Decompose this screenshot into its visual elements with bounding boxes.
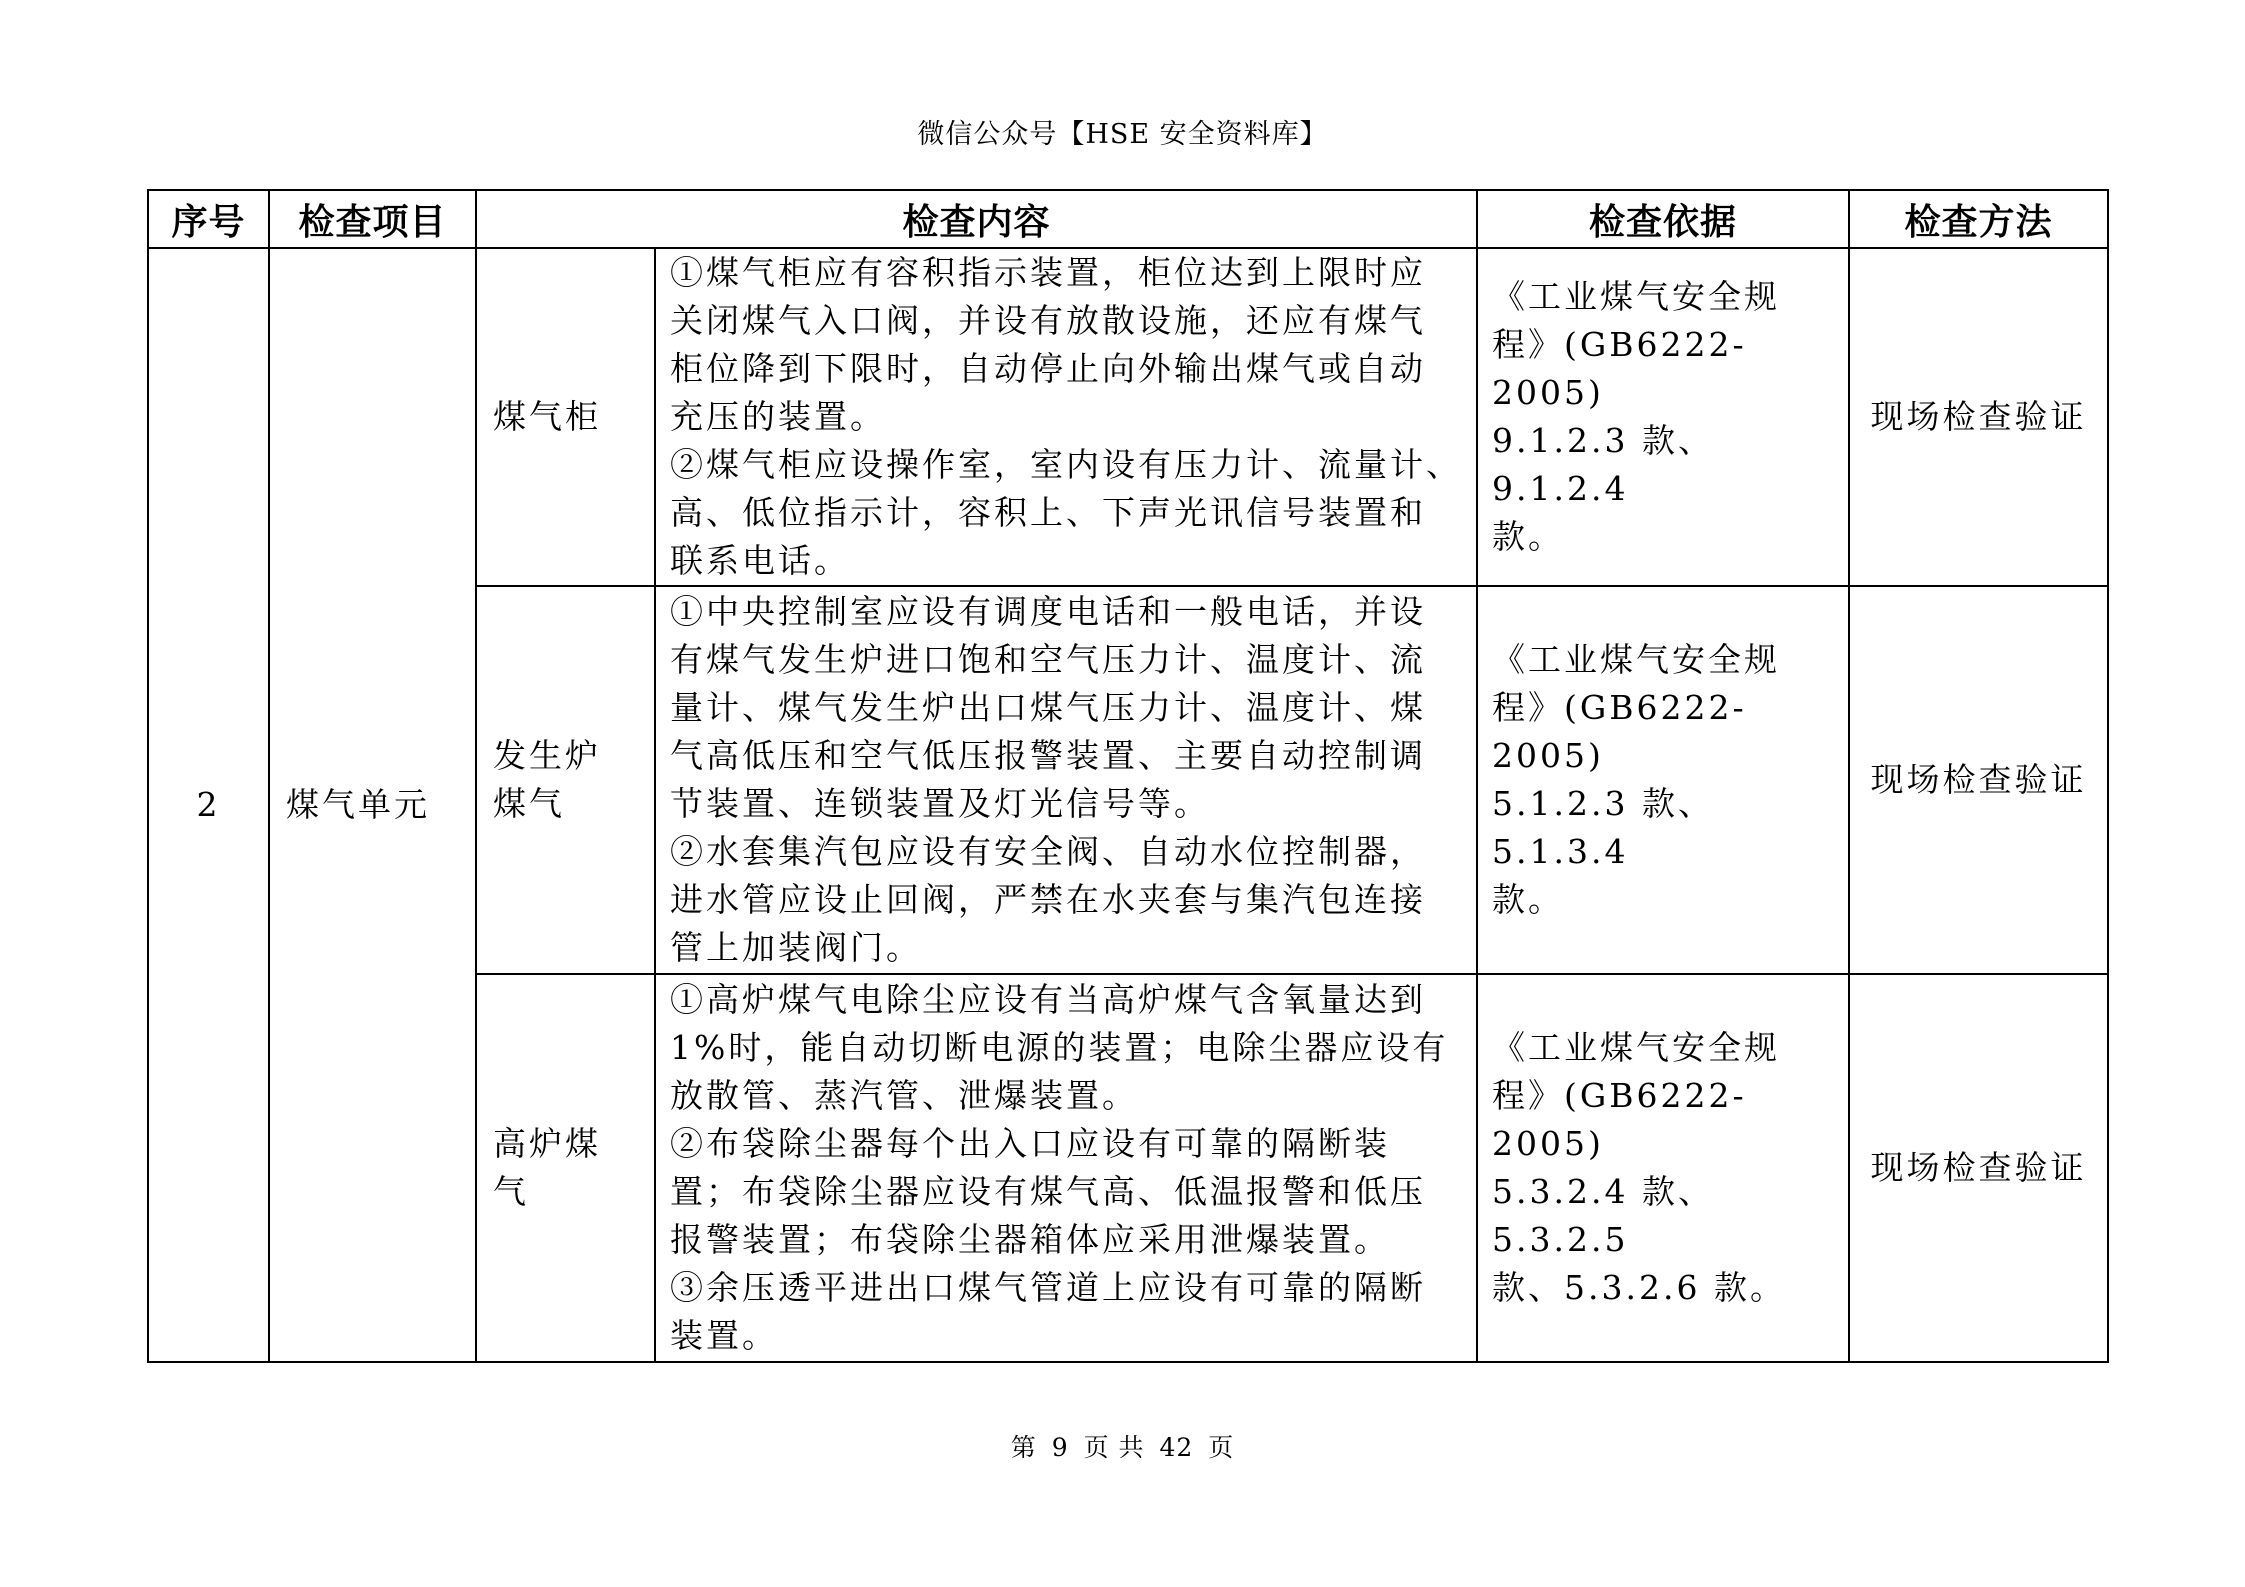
footer-suffix: 页 bbox=[1208, 1433, 1235, 1462]
content-line: 装置。 bbox=[670, 1316, 778, 1355]
check-basis bbox=[1477, 974, 1849, 1362]
table-row bbox=[148, 248, 2108, 586]
header-content: 检查内容 bbox=[476, 190, 1477, 248]
basis-line: 5.3.2.4 款、5.3.2.5 bbox=[1492, 1172, 1714, 1259]
basis-line: 《工业煤气安全规 bbox=[1492, 1028, 1781, 1067]
content-line: 进水管应设止回阀，严禁在水夹套与集汽包连接 bbox=[670, 880, 1426, 919]
inspection-table bbox=[147, 189, 2109, 1363]
content-line: ②布袋除尘器每个出入口应设有可靠的隔断装 bbox=[670, 1124, 1390, 1163]
basis-line: 9.1.2.3 款、9.1.2.4 bbox=[1492, 421, 1714, 508]
content-line: ①煤气柜应有容积指示装置，柜位达到上限时应 bbox=[670, 253, 1426, 292]
total-pages: 42 bbox=[1159, 1433, 1194, 1462]
content-line: 置；布袋除尘器应设有煤气高、低温报警和低压 bbox=[670, 1172, 1426, 1211]
content-line: 1%时，能自动切断电源的装置；电除尘器应设有 bbox=[670, 1028, 1449, 1067]
content-line: 放散管、蒸汽管、泄爆装置。 bbox=[670, 1076, 1138, 1115]
basis-line: 款、5.3.2.6 款。 bbox=[1492, 1268, 1786, 1307]
sub-item: 煤气柜 bbox=[476, 248, 655, 586]
basis-line: 程》(GB6222-2005) bbox=[1492, 1076, 1747, 1163]
sub-item bbox=[476, 974, 655, 1362]
page-header: 微信公众号【HSE 安全资料库】 bbox=[917, 119, 1328, 150]
content-line: ②水套集汽包应设有安全阀、自动水位控制器， bbox=[670, 832, 1426, 871]
content-line: 量计、煤气发生炉出口煤气压力计、温度计、煤 bbox=[670, 688, 1426, 727]
table-header-row bbox=[148, 190, 2108, 248]
basis-line: 程》(GB6222-2005) bbox=[1492, 325, 1747, 412]
content-line: ①中央控制室应设有调度电话和一般电话，并设 bbox=[670, 592, 1426, 631]
sub-item-line: 高炉煤 bbox=[493, 1124, 601, 1163]
content-line: 柜位降到下限时，自动停止向外输出煤气或自动 bbox=[670, 349, 1426, 388]
basis-line: 《工业煤气安全规 bbox=[1492, 277, 1781, 316]
page-footer bbox=[0, 1428, 2245, 1464]
check-method: 现场检查验证 bbox=[1849, 586, 2108, 974]
basis-line: 5.1.2.3 款、5.1.3.4 bbox=[1492, 784, 1714, 871]
header-basis: 检查依据 bbox=[1477, 190, 1849, 248]
basis-line: 款。 bbox=[1492, 880, 1565, 919]
check-content bbox=[655, 586, 1477, 974]
footer-prefix: 第 bbox=[1010, 1433, 1037, 1462]
content-line: 报警装置；布袋除尘器箱体应采用泄爆装置。 bbox=[670, 1220, 1390, 1259]
check-content bbox=[655, 974, 1477, 1362]
basis-line: 《工业煤气安全规 bbox=[1492, 640, 1781, 679]
inspection-item: 煤气单元 bbox=[269, 248, 476, 1362]
basis-line: 程》(GB6222-2005) bbox=[1492, 688, 1747, 775]
check-basis bbox=[1477, 248, 1849, 586]
check-method: 现场检查验证 bbox=[1849, 248, 2108, 586]
row-index: 2 bbox=[148, 248, 269, 1362]
basis-line: 款。 bbox=[1492, 517, 1565, 556]
content-line: 联系电话。 bbox=[670, 541, 850, 580]
sub-item bbox=[476, 586, 655, 974]
sub-item-line: 煤气 bbox=[493, 784, 565, 823]
check-content bbox=[655, 248, 1477, 586]
content-line: 关闭煤气入口阀，并设有放散设施，还应有煤气 bbox=[670, 301, 1426, 340]
content-line: 充压的装置。 bbox=[670, 397, 886, 436]
content-line: ①高炉煤气电除尘应设有当高炉煤气含氧量达到 bbox=[670, 980, 1426, 1019]
page-number: 9 bbox=[1051, 1433, 1069, 1462]
footer-mid: 页 共 bbox=[1083, 1433, 1145, 1462]
content-line: 高、低位指示计，容积上、下声光讯信号装置和 bbox=[670, 493, 1426, 532]
check-basis bbox=[1477, 586, 1849, 974]
sub-item-line: 气 bbox=[493, 1172, 529, 1211]
content-line: ③余压透平进出口煤气管道上应设有可靠的隔断 bbox=[670, 1268, 1426, 1307]
check-method: 现场检查验证 bbox=[1849, 974, 2108, 1362]
content-line: 管上加装阀门。 bbox=[670, 928, 922, 967]
header-method: 检查方法 bbox=[1849, 190, 2108, 248]
header-index: 序号 bbox=[148, 190, 269, 248]
header-item: 检查项目 bbox=[269, 190, 476, 248]
sub-item-line: 发生炉 bbox=[493, 736, 601, 775]
content-line: 有煤气发生炉进口饱和空气压力计、温度计、流 bbox=[670, 640, 1426, 679]
content-line: 气高低压和空气低压报警装置、主要自动控制调 bbox=[670, 736, 1426, 775]
content-line: 节装置、连锁装置及灯光信号等。 bbox=[670, 784, 1210, 823]
content-line: ②煤气柜应设操作室，室内设有压力计、流量计、 bbox=[670, 445, 1462, 484]
